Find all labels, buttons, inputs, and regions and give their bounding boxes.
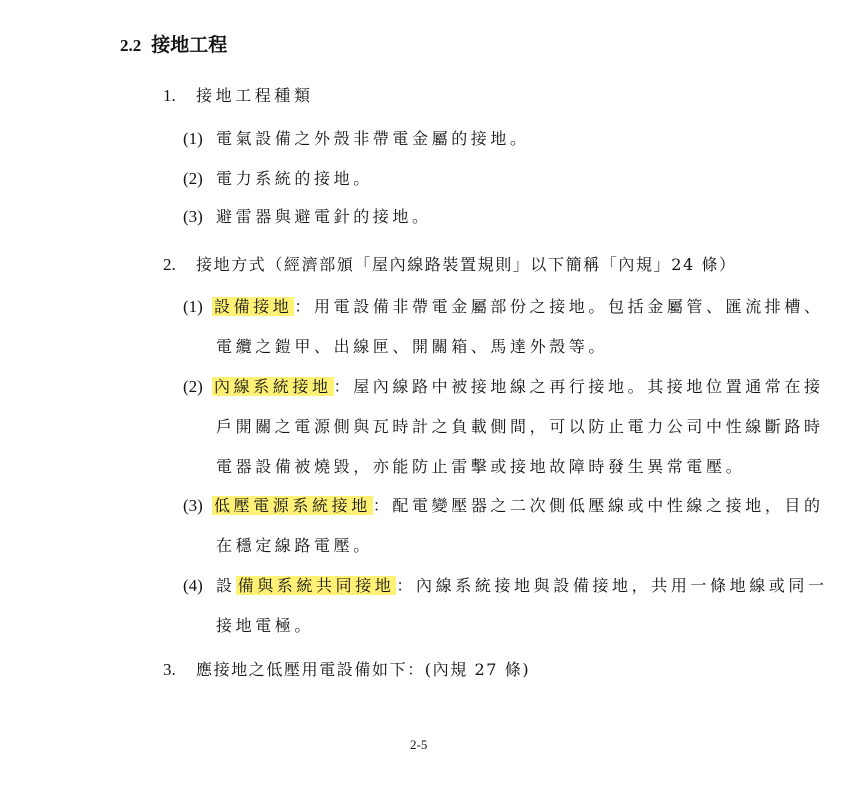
subitem-text: 電纜之鎧甲、出線匣、開關箱、馬達外殼等。 [216, 337, 609, 356]
highlighted-term: 備與系統共同接地 [237, 576, 395, 595]
subitem-text: 電器設備被燒毀，亦能防止雷擊或接地故障時發生異常電壓。 [216, 457, 746, 476]
subitem-line [212, 496, 824, 516]
page-number: 2-5 [410, 737, 428, 752]
subitem-number: (2) [183, 377, 203, 396]
subitem-text: 設 [216, 576, 236, 595]
subitem-text: ：用電設備非帶電金屬部份之接地。包括金屬管、匯流排槽、 [294, 297, 824, 316]
subitem-text: 電力系統的接地。 [216, 169, 373, 188]
subitem-number: (1) [183, 297, 203, 316]
highlighted-term: 低壓電源系統接地 [214, 496, 371, 515]
subitem-number: (3) [183, 496, 203, 515]
item-number: 2. [163, 255, 176, 274]
subitem-text: 在穩定線路電壓。 [216, 536, 373, 555]
item-number: 1. [163, 86, 176, 105]
item-number: 3. [163, 660, 176, 679]
item-text: 接地工程種類 [196, 86, 314, 105]
section-number: 2.2 [120, 36, 142, 55]
subitem-number: (4) [183, 576, 203, 595]
highlighted-term: 設備接地 [214, 297, 293, 316]
item-text: 接地方式（經濟部頒「屋內線路裝置規則」以下簡稱「內規」24 條） [196, 255, 737, 274]
highlighted-term: 內線系統接地 [214, 377, 332, 396]
subitem-text: 戶開關之電源側與瓦時計之負載側間，可以防止電力公司中性線斷路時 [216, 417, 824, 436]
subitem-text: ：屋內線路中被接地線之再行接地。其接地位置通常在接 [333, 377, 824, 396]
section-heading [120, 30, 227, 57]
subitem-number: (2) [183, 169, 203, 188]
subitem-text: 避雷器與避電針的接地。 [216, 207, 432, 226]
subitem-line [212, 297, 824, 317]
item-text: 應接地之低壓用電設備如下：(內規 27 條) [196, 660, 531, 679]
subitem-text: 電氣設備之外殼非帶電金屬的接地。 [216, 129, 530, 148]
subitem-line [212, 377, 824, 397]
subitem-number: (1) [183, 129, 203, 148]
subitem-text: 接地電極。 [216, 616, 315, 635]
subitem-text: ：內線系統接地與設備接地，共用一條地線或同一 [396, 576, 828, 595]
subitem-line [216, 576, 828, 596]
subitem-text: ：配電變壓器之二次側低壓線或中性線之接地，目的 [372, 496, 824, 515]
section-title: 接地工程 [151, 34, 228, 56]
subitem-number: (3) [183, 207, 203, 226]
